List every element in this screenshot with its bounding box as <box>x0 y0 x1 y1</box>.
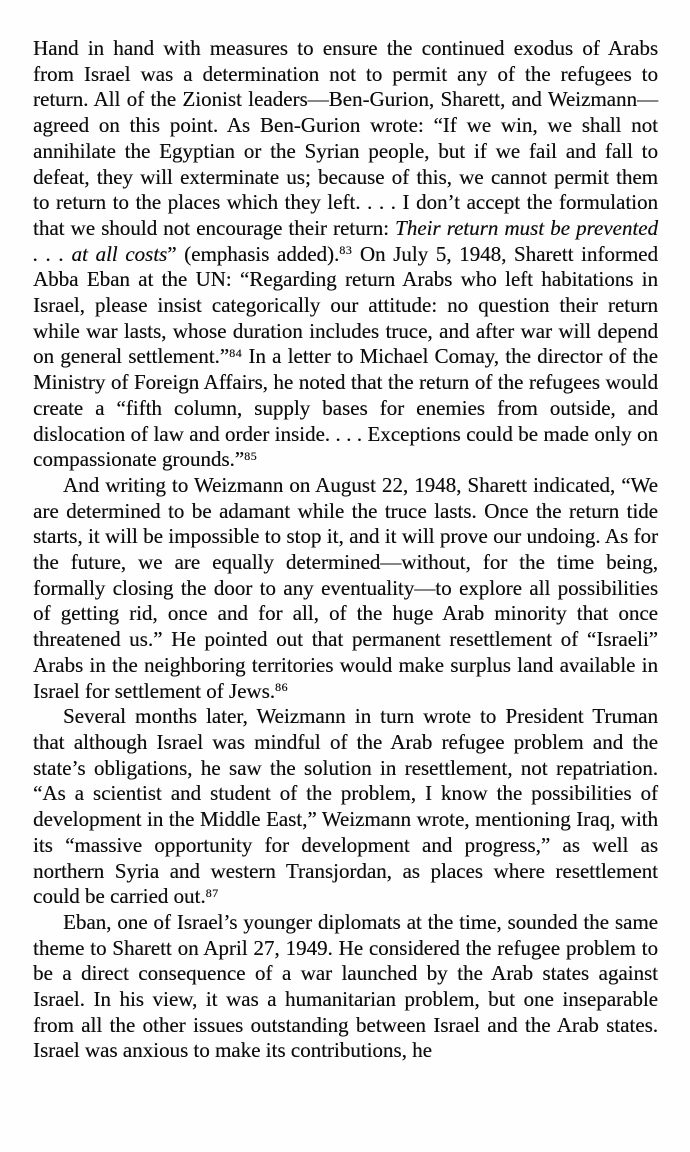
paragraph <box>33 36 658 473</box>
body-text: ” (emphasis added). <box>167 241 340 266</box>
body-text: And writing to Weizmann on August 22, 1948, Sharett indicated, “We are determined to be adamant while the truce lasts. Once the return tide starts, it will be impossible to stop it, and it will prove our undoing. As for the future, we are equally determined—without, for the time being, formally closing the door to any eventuality—to explore all possibilities of getting rid, once and for all, of the huge Arab minority that once threatened us.” He pointed out that permanent resettlement of “Israeli” Arabs in the neighboring territories would make surplus land available in Israel for settlement of Jews. <box>33 472 658 703</box>
body-text: In a letter to Michael Comay, the director of the Ministry of Foreign Affairs, he noted that the return of the refugees would create a “fifth column, supply bases for enemies from outside, and dislocation of law and order inside. . . . Exceptions could be made only on compassionate grounds.” <box>33 344 658 472</box>
footnote-reference: 86 <box>275 679 289 694</box>
paragraph <box>33 473 658 704</box>
footnote-reference: 85 <box>244 448 258 463</box>
paragraph <box>33 704 658 910</box>
page-text <box>33 36 658 1064</box>
paragraph <box>33 910 658 1064</box>
body-text: Hand in hand with measures to ensure the continued exodus of Arabs from Israel was a determination not to permit any of the refugees to return. All of the Zionist leaders—Ben-Gurion, Sharett, and Weizmann—agreed on this point. As Ben-Gurion wrote: “If we win, we shall not annihilate the Egyptian or the Syrian people, but if we fail and fall to defeat, they will exterminate us; because of this, we cannot permit them to return to the places which they left. . . . I don’t accept the formulation that we should not encourage their return: <box>33 36 658 240</box>
body-text: Eban, one of Israel’s younger diplomats at the time, sounded the same theme to Sharett on April 27, 1949. He considered the refugee problem to be a direct consequence of a war launched by the Arab states against Israel. In his view, it was a humanitarian problem, but one inseparable from all the other issues outstanding between Israel and the Arab states. Israel was anxious to make its contributions, he <box>33 909 658 1063</box>
body-text: Several months later, Weizmann in turn wrote to President Truman that although Israel was mindful of the Arab refugee problem and the state’s obligations, he saw the solution in resettlement, not repatriation. “As a scientist and student of the problem, I know the possibilities of development in the Middle East,” Weizmann wrote, mentioning Iraq, with its “massive opportunity for development and progress,” as well as northern Syria and western Transjordan, as places where resettlement could be carried out. <box>33 704 658 909</box>
body-text: On July 5, 1948, Sharett informed Abba Eban at the UN: “Regarding return Arabs who left habitations in Israel, please insist categorically our attitude: no question their return while war lasts, whose duration includes truce, and after war will depend on general settlement.” <box>33 241 658 369</box>
footnote-reference: 83 <box>339 243 353 258</box>
footnote-reference: 87 <box>205 885 219 900</box>
emphasized-text: Their return must be prevented . . . at all costs <box>33 215 659 266</box>
footnote-reference: 84 <box>229 345 243 360</box>
